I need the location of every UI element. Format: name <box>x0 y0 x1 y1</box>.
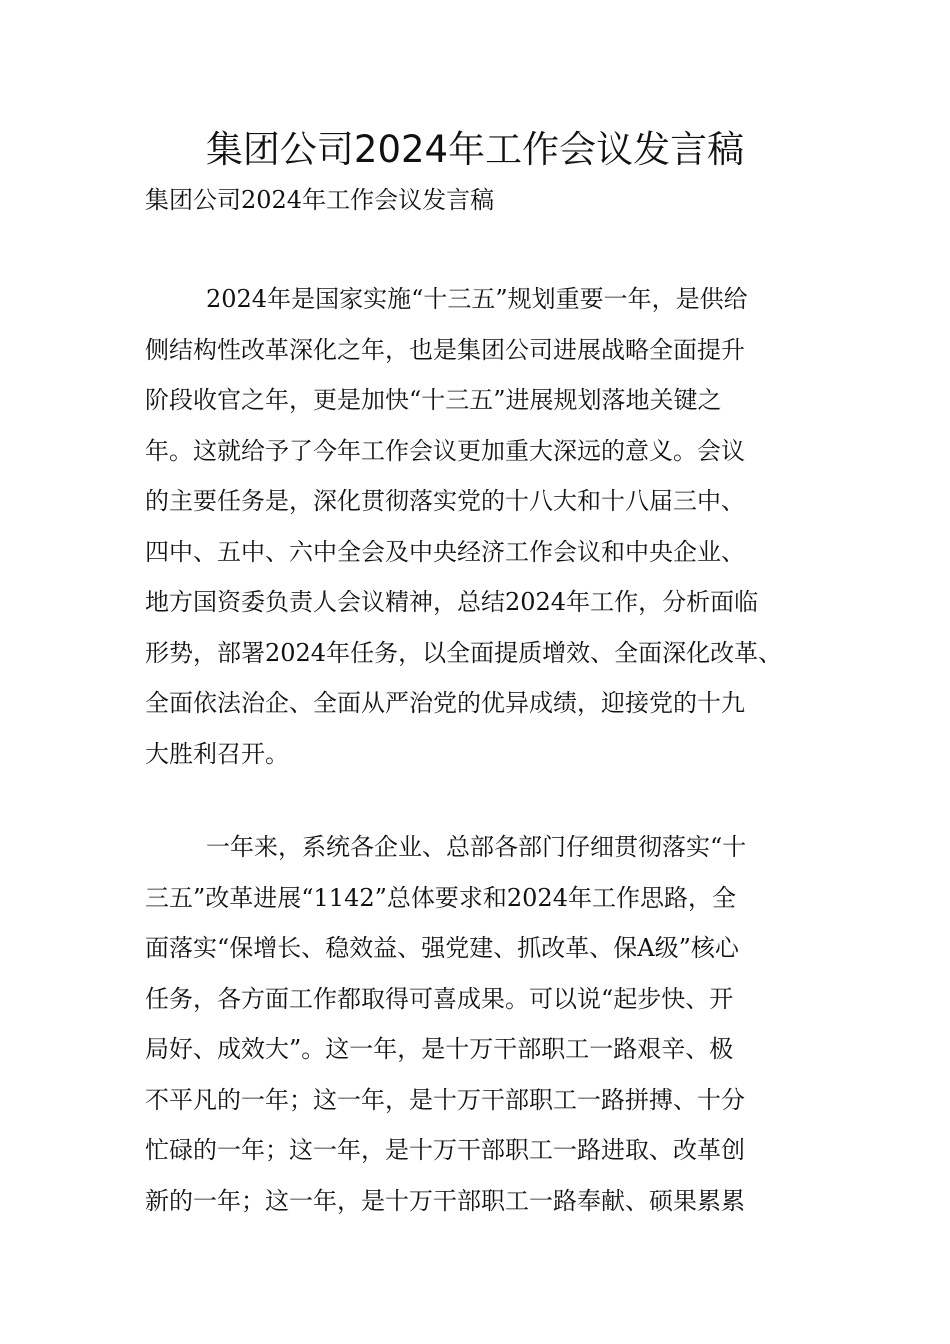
paragraph-line: 的主要任务是，深化贯彻落实党的十八大和十八届三中、 <box>145 487 745 515</box>
document-subtitle: 集团公司2024年工作会议发言稿 <box>145 186 495 214</box>
paragraph-line: 地方国资委负责人会议精神，总结2024年工作，分析面临 <box>145 588 759 616</box>
paragraph-line: 三五”改革进展“1142”总体要求和2024年工作思路，全 <box>145 883 736 912</box>
paragraph-line: 四中、五中、六中全会及中央经济工作会议和中央企业、 <box>145 537 745 566</box>
paragraph-2 <box>145 822 825 1226</box>
paragraph-line: 侧结构性改革深化之年，也是集团公司进展战略全面提升 <box>145 335 745 364</box>
paragraph-line: 新的一年；这一年，是十万干部职工一路奉献、硕果累累 <box>145 1186 745 1215</box>
paragraph-line: 形势，部署2024年任务，以全面提质增效、全面深化改革、 <box>145 638 783 667</box>
paragraph-line: 局好、成效大”。这一年，是十万干部职工一路艰辛、极 <box>145 1035 734 1063</box>
paragraph-line: 全面依法治企、全面从严治党的优异成绩，迎接党的十九 <box>145 689 745 717</box>
paragraph-line: 忙碌的一年；这一年，是十万干部职工一路进取、改革创 <box>145 1136 745 1164</box>
paragraph-line: 2024年是国家实施“十三五”规划重要一年，是供给 <box>206 285 748 313</box>
paragraph-line: 面落实“保增长、稳效益、强党建、抓改革、保A级”核心 <box>145 934 739 962</box>
paragraph-line: 一年来，系统各企业、总部各部门仔细贯彻落实“十 <box>206 833 747 861</box>
paragraph-line: 年。这就给予了今年工作会议更加重大深远的意义。会议 <box>145 436 745 465</box>
paragraph-line: 任务，各方面工作都取得可喜成果。可以说“起步快、开 <box>145 984 734 1013</box>
paragraph-line: 大胜利召开。 <box>145 739 289 768</box>
paragraph-line: 不平凡的一年；这一年，是十万干部职工一路拼搏、十分 <box>145 1085 745 1114</box>
document-title: 集团公司2024年工作会议发言稿 <box>205 128 745 171</box>
paragraph-1 <box>145 274 825 779</box>
paragraph-line: 阶段收官之年，更是加快“十三五”进展规划落地关键之 <box>145 386 722 414</box>
